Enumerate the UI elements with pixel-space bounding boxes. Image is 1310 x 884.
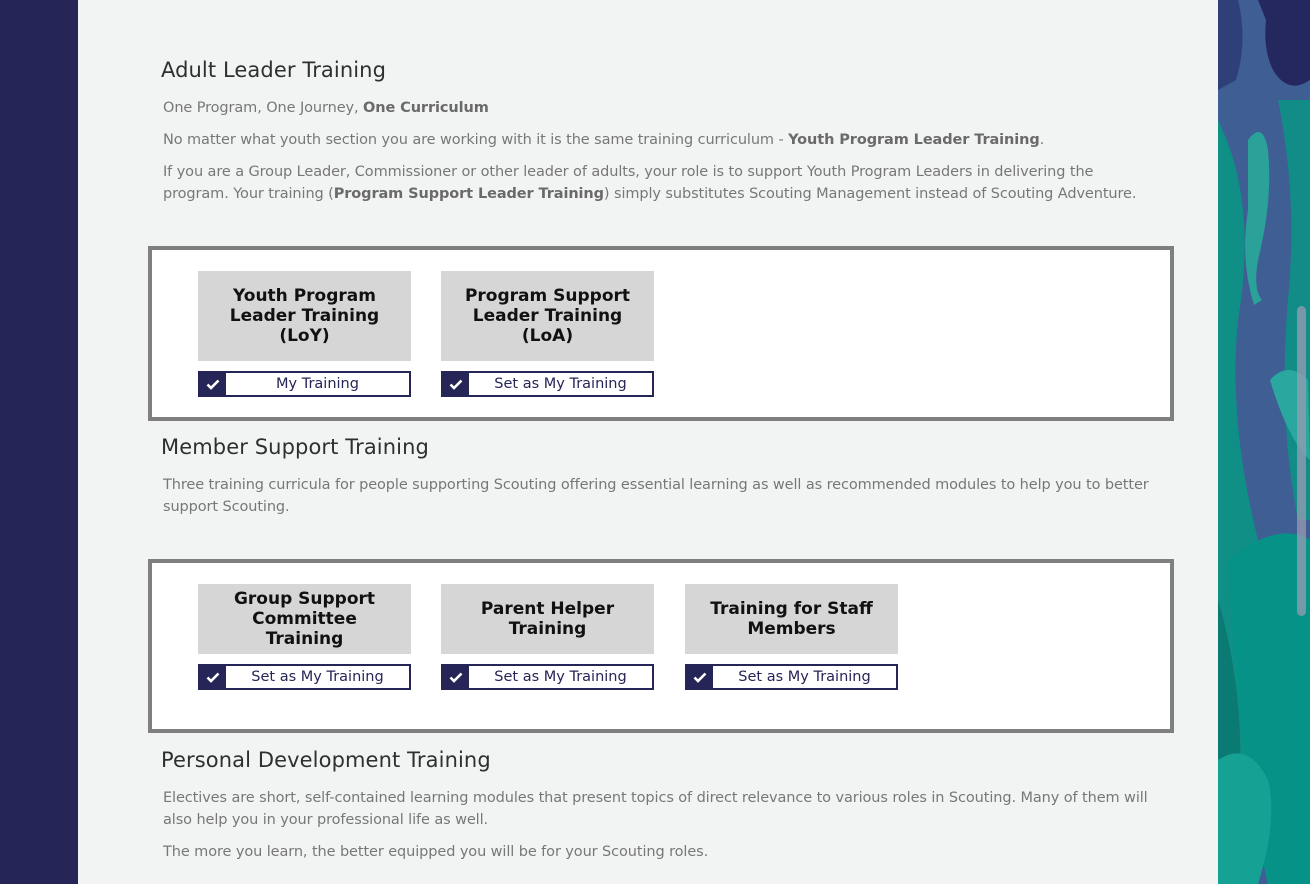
button-label: My Training: [276, 376, 359, 392]
main-content: [78, 0, 1218, 884]
button-label: Set as My Training: [738, 669, 871, 685]
adult-line-3-text: If you are a Group Leader, Commissioner or other leader of adults, your role is to support Youth Program Leaders in delivering the program. Your training (: [163, 164, 1094, 202]
adult-line-3-end: ) simply substitutes Scouting Management instead of Scouting Adventure.: [603, 186, 1137, 202]
my-training-button[interactable]: [198, 371, 411, 397]
card-title[interactable]: Parent Helper Training: [441, 584, 654, 654]
set-as-my-training-button[interactable]: [685, 664, 898, 690]
member-description: Three training curricula for people supporting Scouting offering essential learning as well as recommended modules to help you to better support Scouting.: [163, 477, 1149, 515]
adult-line-3: [163, 161, 1163, 205]
card-title[interactable]: Group Support Committee Training: [198, 584, 411, 654]
card-group-support-committee: [198, 584, 411, 690]
personal-description-1: Electives are short, self-contained learning modules that present topics of direct relevance to various roles in Scouting. Many of them will also help you in your professional life as well.: [163, 790, 1148, 828]
check-icon: [200, 666, 226, 688]
card-youth-program-leader: [198, 271, 411, 397]
button-label: Set as My Training: [494, 376, 627, 392]
button-label: Set as My Training: [251, 669, 384, 685]
card-program-support-leader: [441, 271, 654, 397]
adult-training-panel: [148, 246, 1174, 421]
adult-line-2-end: .: [1039, 132, 1045, 148]
adult-line-2: [163, 129, 1163, 151]
adult-line-2-bold: Youth Program Leader Training: [788, 132, 1040, 148]
adult-line-1-text: One Program, One Journey,: [163, 100, 364, 116]
card-title[interactable]: Youth Program Leader Training (LoY): [198, 271, 411, 361]
left-background-band: [0, 0, 78, 884]
card-title[interactable]: Training for Staff Members: [685, 584, 898, 654]
section-title-adult: Adult Leader Training: [161, 58, 387, 82]
adult-line-1: [163, 97, 1163, 119]
adult-line-2-text: No matter what youth section you are working with it is the same training curriculum -: [163, 132, 789, 148]
set-as-my-training-button[interactable]: [441, 371, 654, 397]
button-label: Set as My Training: [494, 669, 627, 685]
personal-description-2: The more you learn, the better equipped you will be for your Scouting roles.: [163, 844, 709, 860]
check-icon: [687, 666, 713, 688]
card-parent-helper: [441, 584, 654, 690]
section-title-personal: Personal Development Training: [161, 748, 491, 772]
member-training-panel: [148, 559, 1174, 733]
check-icon: [200, 373, 226, 395]
scrollbar-thumb[interactable]: [1297, 306, 1306, 616]
check-icon: [443, 666, 469, 688]
section-title-member: Member Support Training: [161, 435, 429, 459]
adult-line-3-bold: Program Support Leader Training: [333, 186, 604, 202]
adult-line-1-bold: One Curriculum: [363, 100, 489, 116]
set-as-my-training-button[interactable]: [198, 664, 411, 690]
card-title[interactable]: Program Support Leader Training (LoA): [441, 271, 654, 361]
card-staff-members: [685, 584, 898, 690]
check-icon: [443, 373, 469, 395]
set-as-my-training-button[interactable]: [441, 664, 654, 690]
